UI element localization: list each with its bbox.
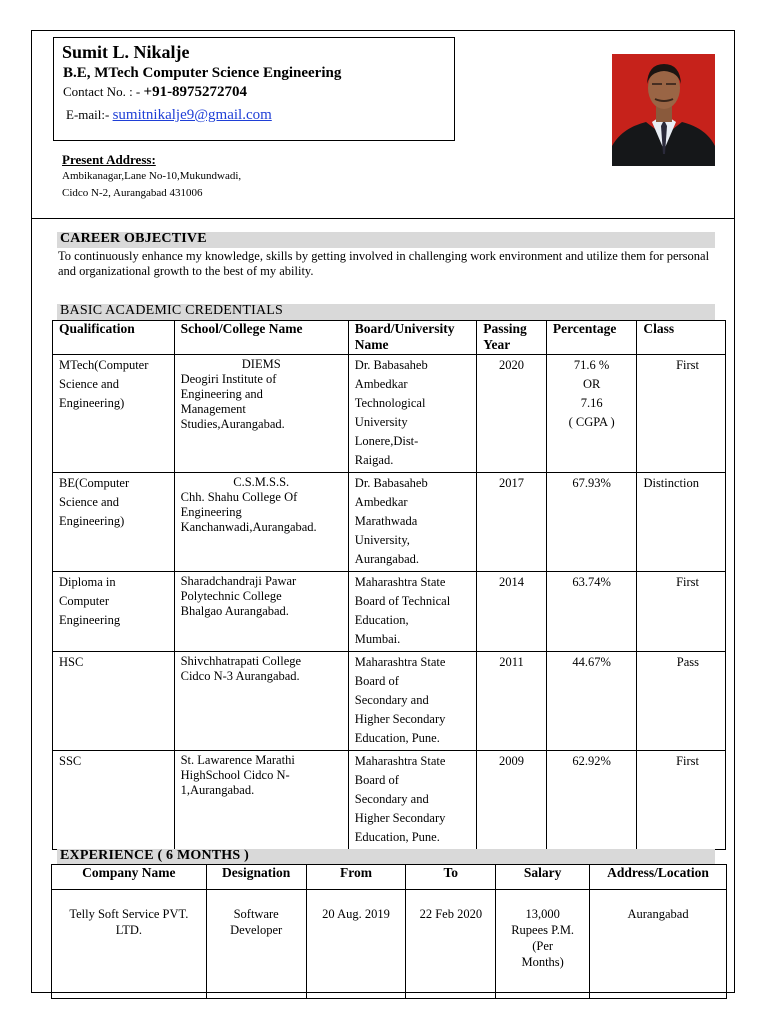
col-year bbox=[477, 321, 547, 355]
exp-from: 20 Aug. 2019 bbox=[306, 890, 406, 999]
acad-qualification bbox=[53, 652, 175, 751]
acad-board-line: Dr. Babasaheb bbox=[354, 476, 428, 490]
candidate-name: Sumit L. Nikalje bbox=[62, 42, 190, 62]
acad-qualification-line: Science and bbox=[59, 495, 120, 509]
acad-board-line: Board of bbox=[354, 773, 399, 787]
acad-percentage bbox=[546, 355, 637, 473]
acad-percentage-line: 7.16 bbox=[580, 396, 603, 410]
acad-class: First bbox=[637, 572, 726, 652]
candidate-degree: B.E, MTech Computer Science Engineering bbox=[63, 65, 342, 81]
acad-board-line: Dr. Babasaheb bbox=[354, 358, 428, 372]
acad-board-line: Board of Technical bbox=[354, 594, 451, 608]
acad-class: First bbox=[637, 355, 726, 473]
acad-school bbox=[174, 751, 348, 850]
col-school: School/College Name bbox=[174, 321, 348, 355]
acad-school-line: Deogiri Institute of bbox=[180, 372, 277, 386]
experience-table bbox=[51, 864, 727, 999]
acad-board-line: Secondary and bbox=[354, 792, 429, 806]
acad-school-line: Engineering and bbox=[180, 387, 263, 401]
experience-header-row bbox=[52, 865, 727, 890]
acad-board bbox=[348, 652, 476, 751]
acad-school-line: Engineering bbox=[180, 505, 242, 519]
col-board-line-1: Board/University bbox=[354, 321, 455, 336]
col-year-line-1: Passing bbox=[483, 321, 527, 336]
col-class: Class bbox=[637, 321, 726, 355]
col-board-line-2: Name bbox=[354, 337, 389, 352]
acad-school-line: St. Lawarence Marathi bbox=[180, 753, 295, 767]
academic-header-row bbox=[53, 321, 726, 355]
acad-percentage-line: 62.92% bbox=[572, 754, 611, 768]
email-link[interactable]: sumitnikalje9@gmail.com bbox=[112, 107, 272, 123]
email-label: E-mail:- bbox=[66, 107, 113, 122]
acad-school-line: Polytechnic College bbox=[180, 589, 282, 603]
address-line-1: Ambikanagar,Lane No-10,Mukundwadi, bbox=[62, 170, 242, 182]
exp-salary-line-1: 13,000 bbox=[525, 907, 560, 921]
acad-class: Distinction bbox=[637, 473, 726, 572]
acad-board-line: Aurangabad. bbox=[354, 552, 420, 566]
exp-to: 22 Feb 2020 bbox=[406, 890, 496, 999]
acad-year: 2014 bbox=[477, 572, 547, 652]
acad-qualification-line: Engineering) bbox=[59, 514, 125, 528]
acad-year: 2009 bbox=[477, 751, 547, 850]
academic-row bbox=[53, 473, 726, 572]
acad-board-line: Education, bbox=[354, 613, 409, 627]
exp-company-line-1: Telly Soft Service PVT. bbox=[69, 907, 189, 921]
acad-board-line: Raigad. bbox=[354, 453, 394, 467]
col-location: Address/Location bbox=[590, 865, 727, 890]
col-to: To bbox=[406, 865, 496, 890]
acad-board-line: University, bbox=[354, 533, 410, 547]
acad-board bbox=[348, 473, 476, 572]
exp-salary-line-4: Months) bbox=[521, 955, 564, 969]
acad-board-line: Higher Secondary bbox=[354, 712, 446, 726]
exp-salary-line-3: (Per bbox=[532, 939, 554, 953]
acad-board-line: Ambedkar bbox=[354, 377, 408, 391]
acad-board-line: Maharashtra State bbox=[354, 575, 446, 589]
acad-percentage-line: OR bbox=[582, 377, 601, 391]
acad-board-line: Maharashtra State bbox=[354, 754, 446, 768]
col-designation: Designation bbox=[206, 865, 306, 890]
acad-qualification-line: Diploma in bbox=[59, 575, 116, 589]
acad-percentage-line: 71.6 % bbox=[573, 358, 610, 372]
acad-percentage bbox=[546, 473, 637, 572]
acad-board-line: Education, Pune. bbox=[354, 830, 440, 844]
exp-salary bbox=[496, 890, 590, 999]
col-salary: Salary bbox=[496, 865, 590, 890]
acad-board-line: Ambedkar bbox=[354, 495, 408, 509]
acad-board bbox=[348, 751, 476, 850]
acad-board-line: Mumbai. bbox=[354, 632, 401, 646]
acad-year: 2017 bbox=[477, 473, 547, 572]
acad-qualification-line: Engineering) bbox=[59, 396, 125, 410]
email-row bbox=[66, 107, 272, 124]
acad-year: 2020 bbox=[477, 355, 547, 473]
col-percentage: Percentage bbox=[546, 321, 637, 355]
academic-table bbox=[52, 320, 726, 850]
acad-school bbox=[174, 652, 348, 751]
career-objective-text: To continuously enhance my knowledge, skills by getting involved in challenging work environment and utilize them for personal and organizational growth to the best of my ability. bbox=[58, 249, 710, 278]
experience-title: EXPERIENCE ( 6 MONTHS ) bbox=[60, 848, 249, 863]
acad-school-line: Shivchhatrapati College bbox=[180, 654, 302, 668]
acad-board-line: University bbox=[354, 415, 408, 429]
acad-qualification bbox=[53, 473, 175, 572]
acad-percentage-line: 67.93% bbox=[572, 476, 611, 490]
academic-row bbox=[53, 572, 726, 652]
acad-school-line: 1,Aurangabad. bbox=[180, 783, 255, 797]
acad-class: First bbox=[637, 751, 726, 850]
address-line-2: Cidco N-2, Aurangabad 431006 bbox=[62, 187, 203, 199]
col-qualification: Qualification bbox=[53, 321, 175, 355]
contact-row bbox=[63, 84, 247, 101]
exp-location: Aurangabad bbox=[590, 890, 727, 999]
acad-board-line: Maharashtra State bbox=[354, 655, 446, 669]
acad-school-line: Bhalgao Aurangabad. bbox=[180, 604, 289, 618]
exp-company-line-2: LTD. bbox=[115, 923, 142, 937]
address-title: Present Address: bbox=[62, 152, 156, 167]
col-from: From bbox=[306, 865, 406, 890]
acad-qualification-line: SSC bbox=[59, 754, 82, 768]
acad-board-line: Higher Secondary bbox=[354, 811, 446, 825]
academic-row bbox=[53, 751, 726, 850]
acad-school-line: Studies,Aurangabad. bbox=[180, 417, 285, 431]
exp-designation-line-1: Software bbox=[233, 907, 279, 921]
contact-label: Contact No. : - bbox=[63, 84, 144, 99]
acad-school bbox=[174, 572, 348, 652]
acad-board-line: Technological bbox=[354, 396, 426, 410]
acad-year: 2011 bbox=[477, 652, 547, 751]
acad-percentage-line: ( CGPA ) bbox=[568, 415, 615, 429]
acad-school-line: HighSchool Cidco N- bbox=[180, 768, 290, 782]
header-divider bbox=[32, 218, 735, 219]
acad-school-line: Kanchanwadi,Aurangabad. bbox=[180, 520, 317, 534]
acad-board bbox=[348, 355, 476, 473]
acad-school-line: Chh. Shahu College Of bbox=[180, 490, 298, 504]
acad-qualification-line: BE(Computer bbox=[59, 476, 130, 490]
academic-row bbox=[53, 355, 726, 473]
acad-school-line: DIEMS bbox=[241, 357, 281, 371]
acad-school bbox=[174, 473, 348, 572]
exp-salary-line-2: Rupees P.M. bbox=[511, 923, 575, 937]
exp-company bbox=[52, 890, 207, 999]
exp-designation-line-2: Developer bbox=[230, 923, 283, 937]
acad-qualification bbox=[53, 355, 175, 473]
col-board bbox=[348, 321, 476, 355]
acad-qualification-line: Science and bbox=[59, 377, 120, 391]
acad-board-line: Board of bbox=[354, 674, 399, 688]
profile-photo-illustration bbox=[612, 54, 715, 166]
acad-percentage bbox=[546, 751, 637, 850]
acad-board bbox=[348, 572, 476, 652]
acad-percentage-line: 63.74% bbox=[572, 575, 611, 589]
academic-row bbox=[53, 652, 726, 751]
acad-board-line: Lonere,Dist- bbox=[354, 434, 419, 448]
acad-percentage-line: 44.67% bbox=[572, 655, 611, 669]
profile-photo bbox=[612, 54, 715, 166]
academic-title: BASIC ACADEMIC CREDENTIALS bbox=[60, 303, 283, 318]
acad-board-line: Secondary and bbox=[354, 693, 429, 707]
acad-percentage bbox=[546, 572, 637, 652]
exp-designation bbox=[206, 890, 306, 999]
acad-board-line: Marathwada bbox=[354, 514, 418, 528]
acad-qualification bbox=[53, 572, 175, 652]
career-objective-title: CAREER OBJECTIVE bbox=[60, 231, 207, 246]
acad-board-line: Education, Pune. bbox=[354, 731, 440, 745]
contact-phone: +91-8975272704 bbox=[143, 84, 248, 100]
acad-qualification-line: HSC bbox=[59, 655, 84, 669]
acad-class: Pass bbox=[637, 652, 726, 751]
acad-qualification-line: Computer bbox=[59, 594, 109, 608]
acad-school-line: Sharadchandraji Pawar bbox=[180, 574, 297, 588]
acad-qualification-line: MTech(Computer bbox=[59, 358, 149, 372]
acad-school-line: Cidco N-3 Aurangabad. bbox=[180, 669, 300, 683]
acad-qualification-line: Engineering bbox=[59, 613, 121, 627]
experience-row bbox=[52, 890, 727, 999]
acad-school bbox=[174, 355, 348, 473]
acad-school-line: Management bbox=[180, 402, 246, 416]
acad-percentage bbox=[546, 652, 637, 751]
acad-qualification bbox=[53, 751, 175, 850]
acad-school-line: C.S.M.S.S. bbox=[233, 475, 290, 489]
col-company: Company Name bbox=[52, 865, 207, 890]
col-year-line-2: Year bbox=[483, 337, 511, 352]
